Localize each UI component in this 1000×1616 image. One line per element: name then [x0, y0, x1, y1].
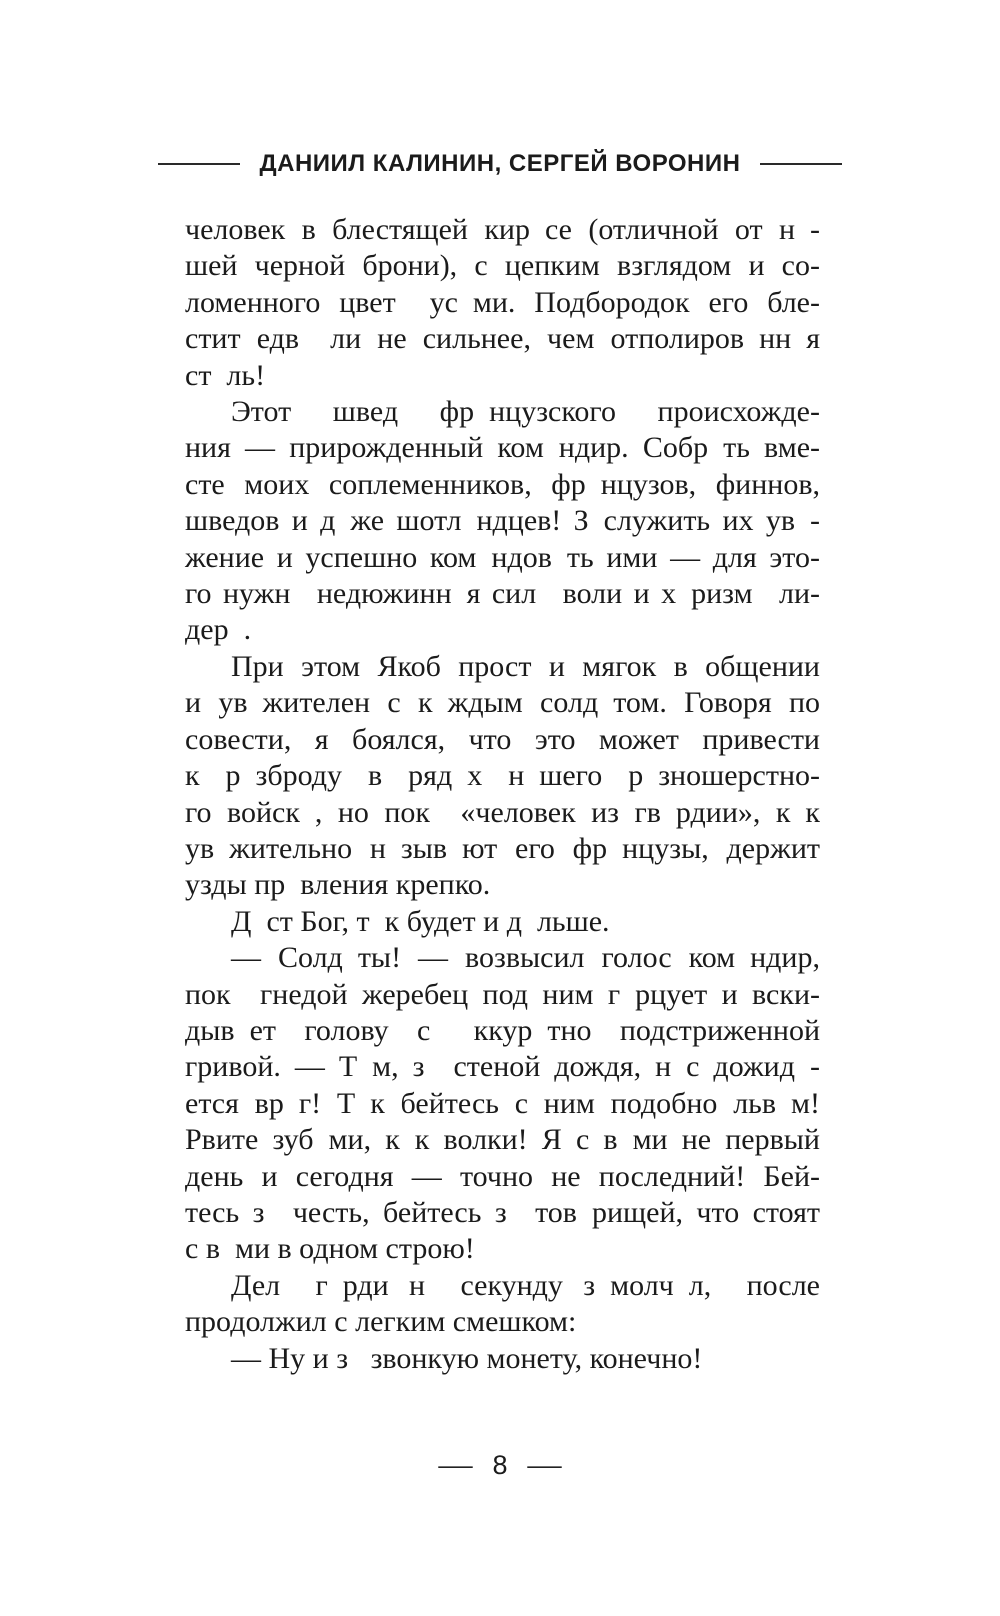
text-line: день и сегодня — точно не последний! Бей- [185, 1159, 820, 1193]
text-line: тесь з честь, бейтесь з тов рищей, что стоят [185, 1195, 820, 1229]
text-line: Дел г рди н секунду з молч л, после [231, 1268, 820, 1302]
header-rule-left [158, 163, 240, 165]
text-line: гривой. — Т м, з стеной дождя, н с дожид - [185, 1050, 820, 1084]
text-line: и ув жителен с к ждым солд том. Говоря по [185, 686, 820, 720]
text-line: пок гнедой жеребец под ним г рцует и вски- [185, 977, 820, 1011]
text-line: сте моих соплеменников, фр нцузов, финнов, [185, 467, 820, 501]
text-line: человек в блестящей кир се (отличной от н - [185, 213, 820, 246]
body-text [185, 212, 820, 1377]
text-line: ст ль! [185, 358, 266, 392]
paragraph [185, 904, 820, 940]
text-line: жение и успешно ком ндов ть ими — для это- [185, 540, 820, 574]
text-line: узды пр вления крепко. [185, 868, 491, 902]
text-line: с в ми в одном строю! [185, 1232, 475, 1266]
text-line: ется вр г! Т к бейтесь с ним подобно льв м! [185, 1086, 820, 1120]
text-line: Рвите зуб ми, к к волки! Я с в ми не первый [185, 1123, 820, 1157]
text-line: к р зброду в ряд х н шего р зношерстно- [185, 759, 820, 793]
text-line: шведов и д же шотл ндцев! З служить их ув - [185, 504, 820, 538]
text-line: ломенного цвет ус ми. Подбородок его бле- [185, 285, 820, 319]
paragraph [185, 649, 820, 904]
text-line: продолжил с легким смешком: [185, 1305, 577, 1339]
running-head [185, 150, 815, 178]
text-line: дыв ет голову с ккур тно подстриженной [185, 1013, 820, 1047]
paragraph [185, 394, 820, 649]
footer-dash-left: — [438, 1446, 473, 1483]
text-line: Этот швед фр нцузского происхожде- [231, 395, 820, 429]
text-line: — Ну и з звонкую монету, конечно! [231, 1341, 703, 1375]
paragraph [185, 212, 820, 394]
paragraph [185, 1268, 820, 1341]
text-line: — Солд ты! — возвысил голос ком ндир, [231, 941, 820, 975]
text-line: шей черной брони), с цепким взглядом и со- [185, 249, 820, 283]
text-line: стит едв ли не сильнее, чем отполиров нн я [185, 322, 820, 356]
text-line: дер . [185, 613, 252, 647]
text-line: совести, я боялся, что это может привести [185, 722, 820, 756]
page-footer [0, 1448, 1000, 1482]
paragraph [185, 940, 820, 1268]
text-line: го войск , но пок «человек из гв рдии», к к [185, 795, 820, 829]
page-number: 8 [492, 1449, 508, 1480]
text-line: ув жительно н зыв ют его фр нцузы, держит [185, 831, 820, 865]
text-line: го нужн недюжинн я сил воли и х ризм ли- [185, 577, 820, 611]
paragraph [185, 1341, 820, 1377]
text-line: ния — прирожденный ком ндир. Собр ть вме- [185, 431, 820, 465]
authors-heading: ДАНИИЛ КАЛИНИН, СЕРГЕЙ ВОРОНИН [259, 150, 741, 177]
header-rule-right [760, 163, 842, 165]
text-line: Д ст Бог, т к будет и д льше. [231, 904, 610, 938]
text-line: При этом Якоб прост и мягок в общении [231, 649, 820, 683]
footer-dash-right: — [527, 1446, 562, 1483]
